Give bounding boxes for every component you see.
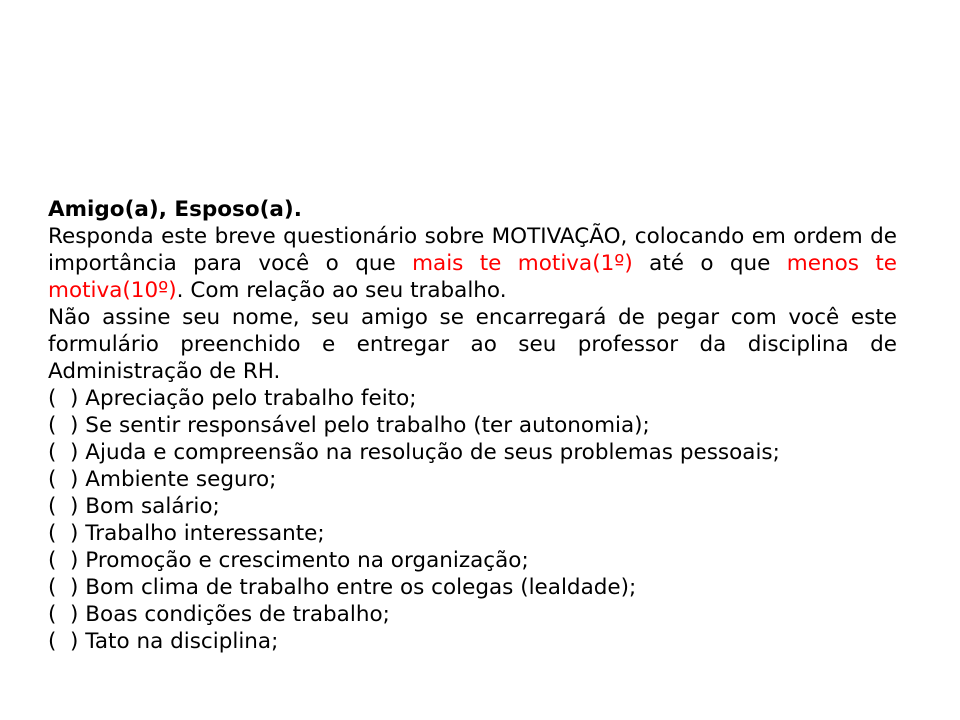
rank-box[interactable]: ( ) xyxy=(48,494,79,519)
rank-box[interactable]: ( ) xyxy=(48,548,79,573)
list-item xyxy=(48,493,897,520)
rank-box[interactable]: ( ) xyxy=(48,440,79,465)
item-label: Trabalho interessante; xyxy=(85,521,325,546)
item-label: Ambiente seguro; xyxy=(85,467,277,492)
motivation-items-list xyxy=(48,385,897,655)
greeting-heading: Amigo(a), Esposo(a). xyxy=(48,197,302,222)
instructions-text-3: . Com relação ao seu trabalho. xyxy=(176,278,507,303)
instructions-text-1: Responda este breve questionário sobre MOTIVAÇÃO, colocando em ordem de importância para você o que xyxy=(48,224,897,276)
list-item xyxy=(48,385,897,412)
item-label: Promoção e crescimento na organização; xyxy=(85,548,529,573)
list-item xyxy=(48,574,897,601)
list-item xyxy=(48,412,897,439)
note-paragraph: Não assine seu nome, seu amigo se encarregará de pegar com você este formulário preenchido e entregar ao seu professor da disciplina de Administração de RH. xyxy=(48,305,897,384)
highlight-least-motivates: menos te motiva(10º) xyxy=(48,251,897,303)
rank-box[interactable]: ( ) xyxy=(48,413,79,438)
rank-box[interactable]: ( ) xyxy=(48,629,79,654)
item-label: Tato na disciplina; xyxy=(85,629,279,654)
list-item xyxy=(48,547,897,574)
rank-box[interactable]: ( ) xyxy=(48,521,79,546)
item-label: Se sentir responsável pelo trabalho (ter autonomia); xyxy=(85,413,650,438)
rank-box[interactable]: ( ) xyxy=(48,467,79,492)
list-item xyxy=(48,466,897,493)
rank-box[interactable]: ( ) xyxy=(48,386,79,411)
instructions-paragraph xyxy=(48,223,897,304)
item-label: Bom clima de trabalho entre os colegas (lealdade); xyxy=(85,575,637,600)
item-label: Bom salário; xyxy=(85,494,220,519)
list-item xyxy=(48,601,897,628)
rank-box[interactable]: ( ) xyxy=(48,602,79,627)
item-label: Apreciação pelo trabalho feito; xyxy=(85,386,417,411)
list-item xyxy=(48,520,897,547)
instructions-text-2: até o que xyxy=(632,251,787,276)
rank-box[interactable]: ( ) xyxy=(48,575,79,600)
list-item xyxy=(48,628,897,655)
highlight-most-motivates: mais te motiva(1º) xyxy=(412,251,633,276)
questionnaire-slide xyxy=(48,196,897,655)
item-label: Boas condições de trabalho; xyxy=(85,602,390,627)
list-item xyxy=(48,439,897,466)
item-label: Ajuda e compreensão na resolução de seus problemas pessoais; xyxy=(85,440,780,465)
